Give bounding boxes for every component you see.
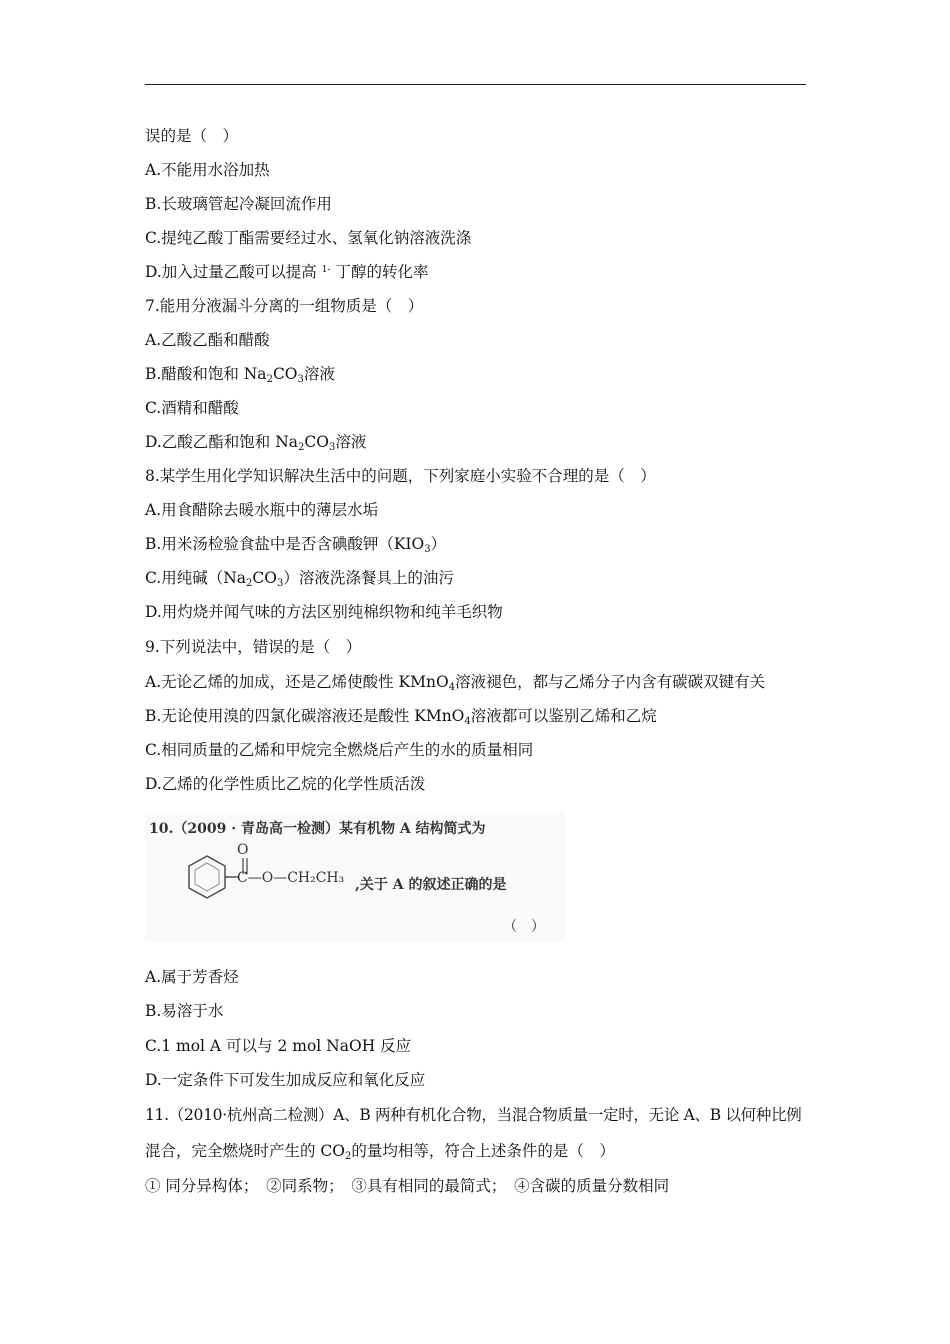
q8-option-b: B.用米汤检验食盐中是否含碘酸钾$(KIO_3)$ <box>145 535 447 555</box>
q10-option-a: A.属于芳香烃 <box>145 968 239 986</box>
q7-option-b: B.醋酸和饱和 $Na_2CO_3$溶液 <box>145 365 335 385</box>
q9-option-b: B.无论使用溴的四氯化碳溶液还是酸性 KMnO$_4$溶液都可以鉴别乙烯和乙烷 <box>145 707 657 727</box>
q10-header-tail: ,关于 A 的叙述正确的是 <box>355 877 507 893</box>
option-d: D.加入过量乙酸可以提高 $^{1-}$ 丁醇的转化率 <box>145 263 429 281</box>
q8-option-c: C.用纯碱$(Na_2CO_3)$溶液洗涤餐具上的油污 <box>145 569 454 589</box>
q8-option-a: A.用食醋除去暖水瓶中的薄层水垢 <box>145 501 379 519</box>
q10-option-d: D.一定条件下可发生加成反应和氧化反应 <box>145 1071 426 1089</box>
option-b: B.长玻璃管起冷凝回流作用 <box>145 195 332 213</box>
option-a: A.不能用水浴加热 <box>145 161 270 179</box>
q9-option-c: C.相同质量的乙烯和甲烷完全燃烧后产生的水的质量相同 <box>145 741 534 759</box>
header-rule <box>145 84 806 85</box>
question-text: 误的是（ ） <box>145 127 239 145</box>
benzene-ring-icon <box>185 844 245 914</box>
option-c: C.提纯乙酸丁酯需要经过水、氢氧化钠溶液洗涤 <box>145 229 472 247</box>
q10-option-b: B.易溶于水 <box>145 1002 224 1020</box>
q7-option-d: D.乙酸乙酯和饱和 $Na_2CO_3$溶液 <box>145 433 367 453</box>
q9-option-d: D.乙烯的化学性质比乙烷的化学性质活泼 <box>145 775 426 793</box>
question-11: 11.（2010·杭州高二检测）A、B 两种有机化合物，当混合物质量一定时，无论 A、B 以何种比例 <box>145 1106 802 1124</box>
q8-option-d: D.用灼烧并闻气味的方法区别纯棉织物和纯羊毛织物 <box>145 603 503 621</box>
question-10-scanned-image <box>145 812 565 942</box>
q9-option-a: A.无论乙烯的加成，还是乙烯使酸性 KMnO$_4$溶液褪色，都与乙烯分子内含有碳碳双键有关 <box>145 673 766 693</box>
question-8: 8.某学生用化学知识解决生活中的问题，下列家庭小实验不合理的是（ ） <box>145 467 656 485</box>
question-11-cont: 混合，完全燃烧时产生的 $CO_2$的量均相等，符合上述条件的是（ ） <box>145 1142 615 1162</box>
q7-option-c: C.酒精和醋酸 <box>145 399 239 417</box>
q10-option-c: C.1 mol A 可以与 2 mol NaOH 反应 <box>145 1037 412 1055</box>
q11-statements: ① 同分异构体； ②同系物； ③具有相同的最简式； ④含碳的质量分数相同 <box>145 1177 670 1195</box>
carbonyl-oxygen: O <box>237 842 249 858</box>
question-9: 9.下列说法中，错误的是（ ） <box>145 638 362 656</box>
q7-option-a: A.乙酸乙酯和醋酸 <box>145 331 270 349</box>
q10-header-text: 10.（2009 · 青岛高一检测）某有机物 A 结构简式为 <box>149 821 486 837</box>
q10-answer-paren: （ ） <box>503 919 545 935</box>
ester-chain: C—O—CH₂CH₃ <box>237 870 345 886</box>
question-7: 7.能用分液漏斗分离的一组物质是（ ） <box>145 297 424 315</box>
